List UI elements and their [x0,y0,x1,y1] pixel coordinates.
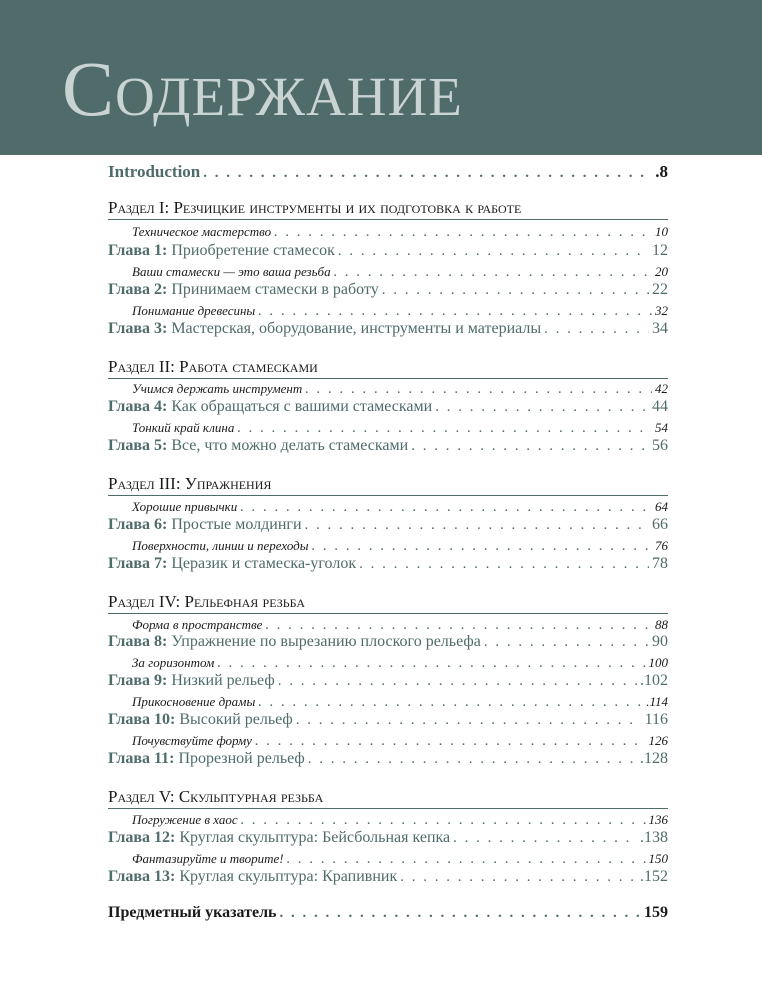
toc-index[interactable] [108,904,668,922]
toc-chapter-2[interactable] [108,281,668,299]
section-heading-5: Раздел V: Скульптурная резьба [108,787,668,809]
toc-page-number: .114 [646,694,668,709]
toc-page-number: 126 [648,733,668,748]
toc-page-number: 44 [652,398,668,415]
toc-page-number: 159 [644,904,668,921]
chapter-title: Принимаем стамески в работу [171,281,379,298]
toc-page-number: 78 [652,555,668,572]
chapter-label: Глава 11: [108,750,175,767]
toc-page-number: 100 [648,655,668,670]
toc-sub-title: Понимание древесины [132,303,256,318]
toc-sub-item[interactable] [108,303,668,320]
leader-dots [382,282,649,299]
leader-dots [287,851,646,868]
chapter-title: Круглая скульптура: Бейсбольная кепка [179,829,451,846]
toc-page-number: 150 [648,851,668,866]
section-heading-4: Раздел IV: Рельефная резьба [108,592,668,614]
toc-page-number: 88 [655,617,668,632]
toc-chapter-10[interactable] [108,711,668,729]
leader-dots [240,499,652,516]
leader-dots [274,224,652,241]
toc-chapter-11[interactable] [108,750,668,768]
toc-page-number: 22 [652,281,668,298]
chapter-title: Приобретение стамесок [171,242,335,259]
chapter-title: Круглая скульптура: Крапивник [179,868,398,885]
toc-chapter-5[interactable] [108,437,668,455]
toc-sub-title: Техническое мастерство [132,224,272,239]
chapter-label: Глава 3: [108,320,168,337]
toc-page-number: 10 [655,224,668,239]
header-banner [0,0,762,155]
leader-dots [237,420,652,437]
leader-dots [280,905,641,922]
toc-chapter-3[interactable] [108,320,668,338]
toc-chapter-1[interactable] [108,242,668,260]
toc-chapter-4[interactable] [108,398,668,416]
chapter-title: Упражнение по вырезанию плоского рельефа [171,633,481,650]
chapter-label: Глава 7: [108,555,168,572]
page-title: Содержание [62,45,463,132]
toc-page-number: 116 [644,711,668,728]
toc-page-number: 90 [652,633,668,650]
chapter-title: Церазик и стамеска-уголок [171,555,357,572]
chapter-title: Мастерская, оборудование, инструменты и материалы [171,320,542,337]
chapter-title: Высокий рельеф [179,711,293,728]
toc-sub-item[interactable] [108,733,668,750]
toc-sub-item[interactable] [108,538,668,555]
leader-dots [296,712,642,729]
toc-chapter-6[interactable] [108,516,668,534]
toc-sub-title: Хорошие привычки [132,499,238,514]
leader-dots [312,538,652,555]
leader-dots [359,556,649,573]
leader-dots [308,751,637,768]
toc-sub-title: Форма в пространстве [132,617,263,632]
leader-dots [203,165,652,182]
leader-dots [217,655,645,672]
leader-dots [544,321,649,338]
toc-page-number: 42 [655,381,668,396]
toc-intro[interactable] [108,162,668,182]
toc-sub-item[interactable] [108,812,668,829]
toc-sub-item[interactable] [108,851,668,868]
chapter-label: Глава 2: [108,281,168,298]
leader-dots [265,617,652,634]
toc-sub-item[interactable] [108,694,668,711]
toc-chapter-8[interactable] [108,633,668,651]
toc-chapter-7[interactable] [108,555,668,573]
toc-page-number: 64 [655,499,668,514]
toc-chapter-9[interactable] [108,672,668,690]
toc-page-number: .138 [640,829,668,846]
leader-dots [338,243,649,260]
toc-sub-item[interactable] [108,499,668,516]
leader-dots [400,869,637,886]
toc-sub-title: Фантазируйте и творите! [132,851,284,866]
leader-dots [241,812,646,829]
chapter-title: Как обращаться с вашими стамесками [171,398,433,415]
chapter-label: Глава 5: [108,437,168,454]
leader-dots [411,438,649,455]
toc-page-number: 66 [652,516,668,533]
toc-page-number: .102 [640,672,668,689]
chapter-label: Глава 8: [108,633,168,650]
toc-page-number: 12 [652,242,668,259]
toc-page-number: 32 [655,303,668,318]
toc-page-number: 56 [652,437,668,454]
chapter-label: Глава 9: [108,672,168,689]
leader-dots [305,517,649,534]
toc-page-number: .128 [640,750,668,767]
leader-dots [255,733,646,750]
toc-chapter-12[interactable] [108,829,668,847]
toc-sub-title: За горизонтом [132,655,215,670]
leader-dots [435,399,649,416]
chapter-label: Глава 12: [108,829,176,846]
leader-dots [258,694,643,711]
toc-page-number: .152 [640,868,668,885]
chapter-label: Глава 4: [108,398,168,415]
toc-page-number: 34 [652,320,668,337]
toc-sub-item[interactable] [108,224,668,241]
toc-sub-item[interactable] [108,264,668,281]
leader-dots [258,303,652,320]
chapter-title: Простые молдинги [171,516,302,533]
chapter-title: Все, что можно делать стамесками [171,437,409,454]
chapter-label: Глава 6: [108,516,168,533]
toc-page-number: 20 [655,264,668,279]
leader-dots [278,673,637,690]
toc-sub-item[interactable] [108,381,668,398]
section-heading-1: Раздел I: Резчицкие инструменты и их подготовка к работе [108,198,668,220]
toc-sub-item[interactable] [108,420,668,437]
section-heading-3: Раздел III: Упражнения [108,474,668,496]
leader-dots [453,830,637,847]
toc-page-number: 54 [655,420,668,435]
toc-sub-title: Ваши стамески — это ваша резьба [132,264,331,279]
chapter-label: Глава 10: [108,711,176,728]
toc-page-number: 136 [648,812,668,827]
section-heading-2: Раздел II: Работа стамесками [108,357,668,379]
toc-sub-title: Погружение в хаос [132,812,238,827]
chapter-label: Глава 13: [108,868,176,885]
toc-intro-page: .8 [655,162,668,181]
toc-sub-item[interactable] [108,655,668,672]
chapter-title: Низкий рельеф [171,672,275,689]
leader-dots [305,381,652,398]
toc-chapter-13[interactable] [108,868,668,886]
toc-sub-title: Поверхности, линии и переходы [132,538,309,553]
toc-sub-title: Прикосновение драмы [132,694,256,709]
chapter-title: Прорезной рельеф [178,750,305,767]
toc-sub-item[interactable] [108,617,668,634]
toc-page-number: 76 [655,538,668,553]
toc-sub-title: Почувствуйте форму [132,733,252,748]
toc-intro-title: Introduction [108,162,201,181]
toc-sub-title: Учимся держать инструмент [132,381,303,396]
toc-sub-title: Тонкий край клина [132,420,235,435]
leader-dots [484,634,649,651]
chapter-label: Глава 1: [108,242,168,259]
leader-dots [334,264,652,281]
toc-index-title: Предметный указатель [108,904,277,921]
